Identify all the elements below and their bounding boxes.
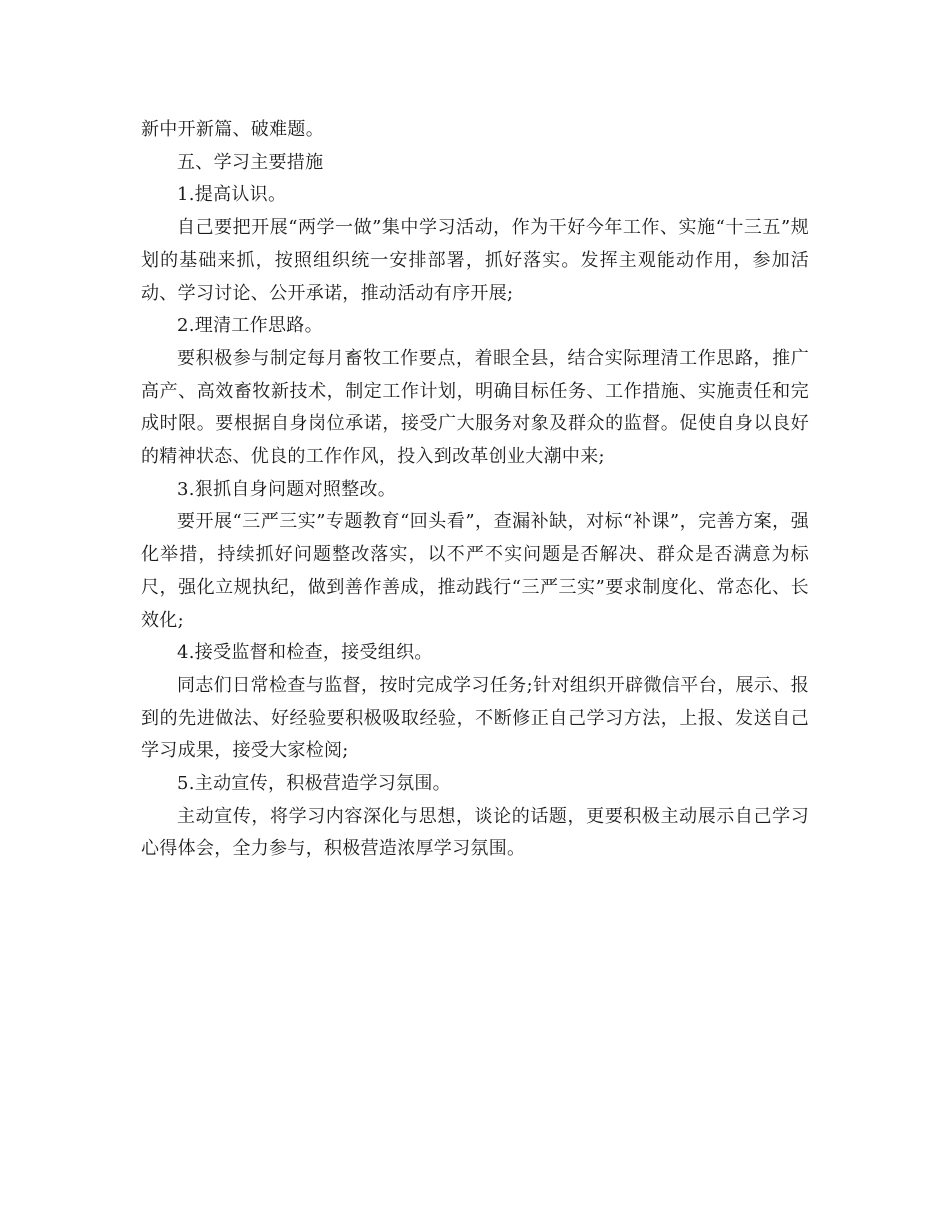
item-heading-4: 4.接受监督和检查，接受组织。 [177, 642, 433, 664]
item-body-1: 自己要把开展“两学一做”集中学习活动，作为干好今年工作、实施“十三五”规划的基础来抓，按照组织统一安排部署，抓好落实。发挥主观能动作用，参加活动、学习讨论、公开承诺，推动活动有序开展; [141, 217, 809, 304]
item-heading-5: 5.主动宣传，积极营造学习氛围。 [177, 773, 451, 795]
item-heading-2: 2.理清工作思路。 [177, 315, 323, 337]
section-heading-measures: 五、学习主要措施 [177, 151, 324, 173]
item-body-3: 要开展“三严三实”专题教育“回头看”，查漏补缺，对标“补课”，完善方案，强化举措，持续抓好问题整改落实，以不严不实问题是否解决、群众是否满意为标尺，强化立规执纪，做到善作善成，推动践行“三严三实”要求制度化、常态化、长效化; [141, 511, 809, 631]
item-heading-1: 1.提高认识。 [177, 184, 287, 206]
paragraph-continuation: 新中开新篇、破难题。 [141, 119, 324, 140]
document-body [141, 114, 809, 866]
item-body-5: 主动宣传，将学习内容深化与思想，谈论的话题，更要积极主动展示自己学习心得体会，全力参与，积极营造浓厚学习氛围。 [141, 805, 809, 860]
item-body-4: 同志们日常检查与监督，按时完成学习任务;针对组织开辟微信平台，展示、报到的先进做法、好经验要积极吸取经验，不断修正自己学习方法，上报、发送自己学习成果，接受大家检阅; [141, 674, 809, 762]
item-body-2: 要积极参与制定每月畜牧工作要点，着眼全县，结合实际理清工作思路，推广高产、高效畜牧新技术，制定工作计划，明确目标任务、工作措施、实施责任和完成时限。要根据自身岗位承诺，接受广大服务对象及群众的监督。促使自身以良好的精神状态、优良的工作作风，投入到改革创业大潮中来; [141, 347, 809, 468]
item-heading-3: 3.狠抓自身问题对照整改。 [177, 478, 397, 500]
